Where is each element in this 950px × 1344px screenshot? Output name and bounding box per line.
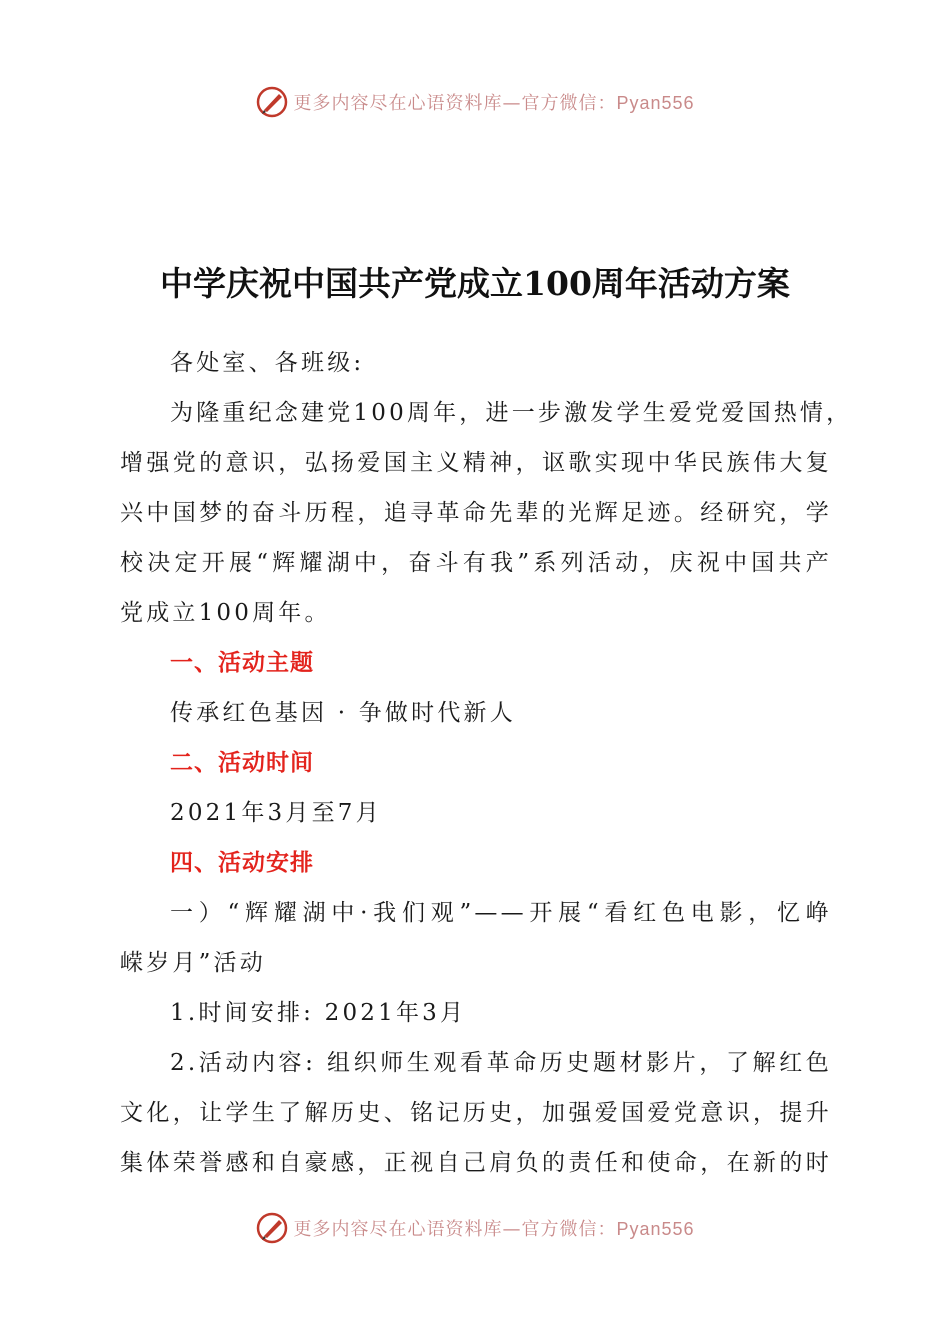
section-heading-arrangement: 四、活动安排 bbox=[170, 850, 314, 876]
item-content-line: 集体荣誉感和自豪感，正视自己肩负的责任和使命，在新的时 bbox=[120, 1150, 832, 1176]
section-theme-text: 传承红色基因 · 争做时代新人 bbox=[170, 700, 516, 726]
wechat-id: Pyan556 bbox=[616, 1219, 695, 1239]
item-content-line: 2.活动内容: 组织师生观看革命历史题材影片，了解红色 bbox=[170, 1050, 832, 1076]
intro-line: 为隆重纪念建党100周年，进一步激发学生爱党爱国热情， bbox=[170, 400, 853, 426]
salutation: 各处室、各班级: bbox=[170, 350, 365, 376]
header-watermark bbox=[0, 82, 950, 122]
item-content-line: 文化，让学生了解历史、铭记历史，加强爱国爱党意识，提升 bbox=[120, 1100, 832, 1126]
document-title: 中学庆祝中国共产党成立100周年活动方案 bbox=[160, 264, 790, 303]
intro-line: 党成立100周年。 bbox=[120, 600, 331, 626]
intro-line: 兴中国梦的奋斗历程，追寻革命先辈的光辉足迹。经研究，学 bbox=[120, 500, 832, 526]
intro-line: 校决定开展“辉耀湖中，奋斗有我”系列活动，庆祝中国共产 bbox=[120, 550, 832, 576]
item-line: 嵘岁月”活动 bbox=[120, 950, 266, 976]
footer-watermark bbox=[0, 1208, 950, 1248]
item-line: 一）“辉耀湖中·我们观”——开展“看红色电影，忆峥 bbox=[170, 900, 832, 926]
quill-logo-icon bbox=[255, 85, 289, 119]
banner-label: 更多内容尽在心语资料库—官方微信：Pyan556 bbox=[293, 93, 695, 114]
section-heading-time: 二、活动时间 bbox=[170, 750, 314, 776]
item-time: 1.时间安排: 2021年3月 bbox=[170, 1000, 467, 1026]
intro-line: 增强党的意识，弘扬爱国主义精神，讴歌实现中华民族伟大复 bbox=[120, 450, 832, 476]
section-time-text: 2021年3月至7月 bbox=[170, 800, 382, 826]
section-heading-theme: 一、活动主题 bbox=[170, 650, 314, 676]
wechat-id: Pyan556 bbox=[616, 93, 695, 113]
quill-logo-icon bbox=[255, 1211, 289, 1245]
banner-label: 更多内容尽在心语资料库—官方微信：Pyan556 bbox=[293, 1219, 695, 1240]
